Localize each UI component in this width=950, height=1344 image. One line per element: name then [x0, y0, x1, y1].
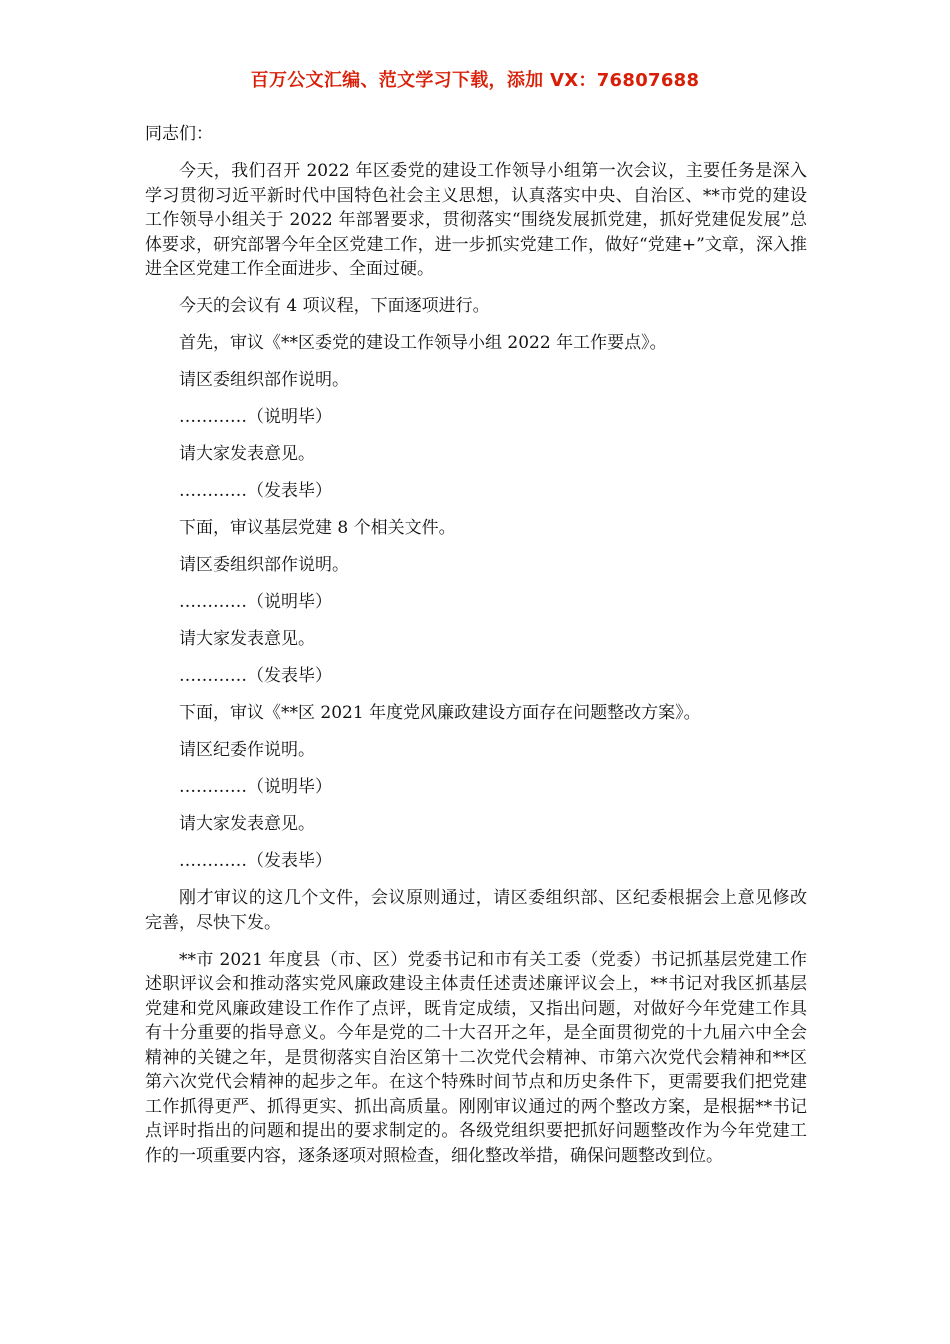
paragraph-line: …………（说明毕）: [179, 592, 332, 612]
paragraph-line: 请区委组织部作说明。: [179, 370, 349, 390]
paragraph-approval: 刚才审议的这几个文件，会议原则通过，请区委组织部、区纪委根据会上意见修改完善，尽快下发。: [145, 888, 807, 933]
paragraph-item-2: 下面，审议基层党建 8 个相关文件。: [179, 518, 456, 538]
paragraph-line: 请大家发表意见。: [179, 444, 315, 464]
paragraph-agenda: 今天的会议有 4 项议程，下面逐项进行。: [179, 296, 490, 316]
paragraph-review: **市 2021 年度县（市、区）党委书记和市有关工委（党委）书记抓基层党建工作述职评议会和推动落实党风廉政建设主体责任述责述廉评议会上，**书记对我区抓基层党建和党风廉政建设工作作了点评，既肯定成绩，又指出问题，对做好今年党建工作具有十分重要的指导意义。今年是党的二十大召开之年，是全面贯彻党的十九届六中全会精神的关键之年，是贯彻落实自治区第十二次党代会精神、市第六次党代会精神和**区第六次党代会精神的起步之年。在这个特殊时间节点和历史条件下，更需要我们把党建工作抓得更严、抓得更实、抓出高质量。刚刚审议通过的两个整改方案，是根据**书记点评时指出的问题和提出的要求制定的。各级党组织要把抓好问题整改作为今年党建工作的一项重要内容，逐条逐项对照检查，细化整改举措，确保问题整改到位。: [145, 949, 807, 1166]
paragraph-line: …………（发表毕）: [179, 481, 332, 501]
salutation: 同志们：: [145, 124, 213, 144]
paragraph-opening: 今天，我们召开 2022 年区委党的建设工作领导小组第一次会议，主要任务是深入学习贯彻习近平新时代中国特色社会主义思想，认真落实中央、自治区、**市党的建设工作领导小组关于 2022 年部署要求，贯彻落实“围绕发展抓党建，抓好党建促发展”总体要求，研究部署今年全区党建工作，进一步抓实党建工作，做好“党建+”文章，深入推进全区党建工作全面进步、全面过硬。: [145, 161, 807, 279]
document-body: [145, 122, 807, 1181]
paragraph-line: 请大家发表意见。: [179, 814, 315, 834]
paragraph-item-3: 下面，审议《**区 2021 年度党风廉政建设方面存在问题整改方案》。: [179, 703, 701, 723]
watermark-header: 百万公文汇编、范文学习下载，添加 VX：76807688: [250, 70, 700, 91]
paragraph-line: 请区委组织部作说明。: [179, 555, 349, 575]
paragraph-line: …………（说明毕）: [179, 407, 332, 427]
paragraph-item-1: 首先，审议《**区委党的建设工作领导小组 2022 年工作要点》。: [179, 333, 667, 353]
paragraph-line: 请大家发表意见。: [179, 629, 315, 649]
paragraph-line: …………（说明毕）: [179, 777, 332, 797]
paragraph-line: …………（发表毕）: [179, 851, 332, 871]
paragraph-line: …………（发表毕）: [179, 666, 332, 686]
paragraph-line: 请区纪委作说明。: [179, 740, 315, 760]
